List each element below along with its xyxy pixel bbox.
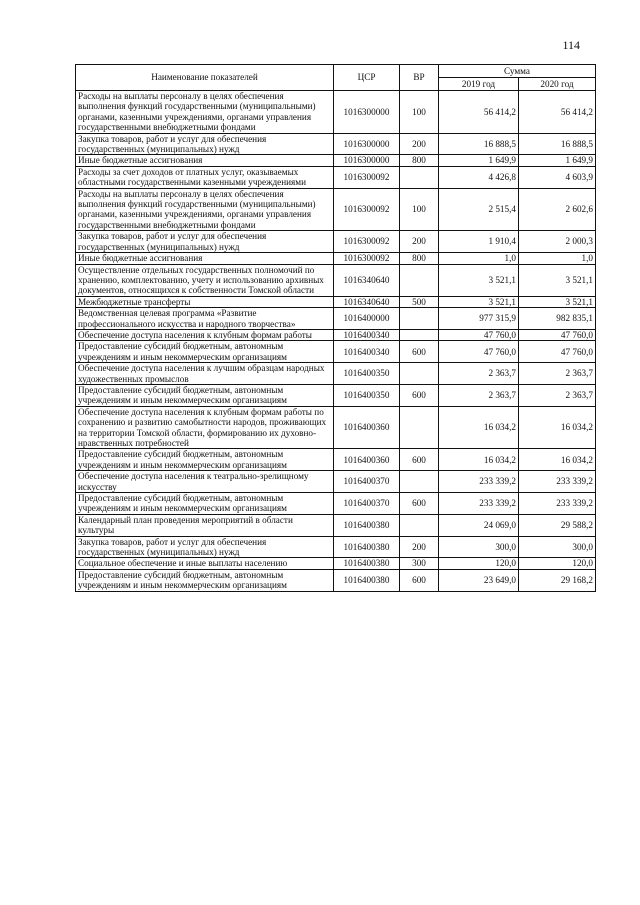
table-row — [76, 253, 596, 264]
cell-name: Иные бюджетные ассигнования — [76, 253, 334, 264]
cell-name: Обеспечение доступа населения к клубным формам работы — [76, 329, 334, 340]
table-row — [76, 296, 596, 307]
cell-sum-2019: 4 426,8 — [439, 166, 519, 188]
table-row — [76, 569, 596, 591]
cell-sum-2020: 16 034,2 — [519, 449, 596, 471]
cell-sum-2019: 3 521,1 — [439, 296, 519, 307]
table-row — [76, 308, 596, 330]
cell-csr: 1016300092 — [334, 253, 400, 264]
cell-csr: 1016400380 — [334, 514, 400, 536]
table-row — [76, 449, 596, 471]
cell-name: Закупка товаров, работ и услуг для обеспечения государственных (муниципальных) нужд — [76, 231, 334, 253]
cell-name: Предоставление субсидий бюджетным, автономным учреждениям и иным некоммерческим организациям — [76, 341, 334, 363]
cell-vr: 300 — [400, 558, 439, 569]
cell-name: Предоставление субсидий бюджетным, автономным учреждениям и иным некоммерческим организациям — [76, 493, 334, 515]
cell-vr — [400, 514, 439, 536]
cell-csr: 1016400380 — [334, 536, 400, 558]
cell-name: Расходы на выплаты персоналу в целях обеспечения выполнения функций государственными (муниципальными) органами, казенными учреждениями, органами управления государственными внебюджетными фондами — [76, 188, 334, 231]
cell-csr: 1016400370 — [334, 493, 400, 515]
cell-sum-2019: 16 888,5 — [439, 133, 519, 155]
cell-sum-2020: 16 888,5 — [519, 133, 596, 155]
cell-name: Расходы за счет доходов от платных услуг, оказываемых областными государственными казенными учреждениями — [76, 166, 334, 188]
cell-vr: 200 — [400, 133, 439, 155]
cell-sum-2020: 47 760,0 — [519, 341, 596, 363]
cell-csr: 1016400380 — [334, 558, 400, 569]
cell-sum-2020: 1,0 — [519, 253, 596, 264]
cell-vr: 600 — [400, 569, 439, 591]
cell-vr: 600 — [400, 493, 439, 515]
cell-name: Осуществление отдельных государственных полномочий по хранению, комплектованию, учету и использованию архивных документов, относящихся к собственности Томской области — [76, 264, 334, 296]
cell-csr: 1016400000 — [334, 308, 400, 330]
table-row — [76, 536, 596, 558]
budget-table — [75, 64, 596, 592]
cell-csr: 1016400340 — [334, 329, 400, 340]
cell-name: Межбюджетные трансферты — [76, 296, 334, 307]
cell-sum-2019: 120,0 — [439, 558, 519, 569]
cell-sum-2019: 1 910,4 — [439, 231, 519, 253]
cell-sum-2020: 300,0 — [519, 536, 596, 558]
cell-csr: 1016300092 — [334, 166, 400, 188]
cell-sum-2019: 24 069,0 — [439, 514, 519, 536]
cell-sum-2020: 4 603,9 — [519, 166, 596, 188]
header-csr: ЦСР — [334, 65, 400, 91]
cell-vr — [400, 363, 439, 385]
header-vr: ВР — [400, 65, 439, 91]
cell-name: Предоставление субсидий бюджетным, автономным учреждениям и иным некоммерческим организациям — [76, 384, 334, 406]
cell-csr: 1016400340 — [334, 341, 400, 363]
cell-vr: 200 — [400, 231, 439, 253]
cell-sum-2020: 1 649,9 — [519, 155, 596, 166]
cell-sum-2019: 23 649,0 — [439, 569, 519, 591]
table-row — [76, 493, 596, 515]
cell-sum-2020: 29 168,2 — [519, 569, 596, 591]
header-year-2019: 2019 год — [439, 78, 519, 91]
cell-vr: 100 — [400, 188, 439, 231]
cell-vr — [400, 329, 439, 340]
cell-vr — [400, 166, 439, 188]
cell-csr: 1016340640 — [334, 264, 400, 296]
cell-name: Обеспечение доступа населения к театрально-зрелищному искусству — [76, 471, 334, 493]
table-row — [76, 363, 596, 385]
table-row — [76, 341, 596, 363]
cell-sum-2020: 3 521,1 — [519, 296, 596, 307]
header-row — [76, 65, 596, 78]
cell-csr: 1016300000 — [334, 155, 400, 166]
cell-csr: 1016300000 — [334, 91, 400, 134]
table-row — [76, 264, 596, 296]
cell-name: Обеспечение доступа населения к лучшим образцам народных художественных промыслов — [76, 363, 334, 385]
cell-sum-2019: 47 760,0 — [439, 341, 519, 363]
cell-vr: 100 — [400, 91, 439, 134]
cell-vr: 500 — [400, 296, 439, 307]
cell-name: Закупка товаров, работ и услуг для обеспечения государственных (муниципальных) нужд — [76, 536, 334, 558]
cell-name: Иные бюджетные ассигнования — [76, 155, 334, 166]
page-number: 114 — [562, 38, 580, 52]
cell-vr: 200 — [400, 536, 439, 558]
cell-sum-2020: 120,0 — [519, 558, 596, 569]
table-row — [76, 471, 596, 493]
cell-vr: 600 — [400, 449, 439, 471]
cell-sum-2019: 16 034,2 — [439, 406, 519, 449]
table-row — [76, 155, 596, 166]
cell-name: Обеспечение доступа населения к клубным формам работы по сохранению и развитию самобытности народов, проживающих на территории Томской области, формированию их духовно-нравственных потребностей — [76, 406, 334, 449]
cell-sum-2019: 16 034,2 — [439, 449, 519, 471]
cell-vr: 600 — [400, 341, 439, 363]
table-row — [76, 91, 596, 134]
cell-vr — [400, 406, 439, 449]
table-row — [76, 384, 596, 406]
cell-vr — [400, 264, 439, 296]
table-row — [76, 133, 596, 155]
cell-vr: 600 — [400, 384, 439, 406]
table-row — [76, 514, 596, 536]
cell-sum-2019: 2 363,7 — [439, 384, 519, 406]
cell-sum-2020: 47 760,0 — [519, 329, 596, 340]
cell-sum-2019: 300,0 — [439, 536, 519, 558]
cell-sum-2019: 233 339,2 — [439, 471, 519, 493]
cell-vr — [400, 471, 439, 493]
cell-sum-2019: 1 649,9 — [439, 155, 519, 166]
cell-vr — [400, 308, 439, 330]
cell-csr: 1016300000 — [334, 133, 400, 155]
table-row — [76, 558, 596, 569]
cell-name: Предоставление субсидий бюджетным, автономным учреждениям и иным некоммерческим организациям — [76, 449, 334, 471]
cell-csr: 1016400370 — [334, 471, 400, 493]
cell-sum-2019: 56 414,2 — [439, 91, 519, 134]
cell-sum-2020: 3 521,1 — [519, 264, 596, 296]
cell-sum-2019: 1,0 — [439, 253, 519, 264]
cell-sum-2019: 977 315,9 — [439, 308, 519, 330]
cell-sum-2020: 982 835,1 — [519, 308, 596, 330]
table-row — [76, 329, 596, 340]
cell-sum-2020: 2 602,6 — [519, 188, 596, 231]
cell-sum-2019: 47 760,0 — [439, 329, 519, 340]
cell-sum-2020: 16 034,2 — [519, 406, 596, 449]
header-sum: Сумма — [439, 65, 596, 78]
cell-sum-2020: 56 414,2 — [519, 91, 596, 134]
cell-csr: 1016300092 — [334, 188, 400, 231]
cell-sum-2020: 233 339,2 — [519, 493, 596, 515]
cell-csr: 1016300092 — [334, 231, 400, 253]
cell-csr: 1016340640 — [334, 296, 400, 307]
cell-sum-2020: 2 363,7 — [519, 384, 596, 406]
table-row — [76, 406, 596, 449]
header-year-2020: 2020 год — [519, 78, 596, 91]
cell-csr: 1016400380 — [334, 569, 400, 591]
table-row — [76, 166, 596, 188]
cell-csr: 1016400350 — [334, 384, 400, 406]
table-row — [76, 188, 596, 231]
cell-name: Социальное обеспечение и иные выплаты населению — [76, 558, 334, 569]
cell-sum-2020: 29 588,2 — [519, 514, 596, 536]
cell-name: Предоставление субсидий бюджетным, автономным учреждениям и иным некоммерческим организациям — [76, 569, 334, 591]
cell-vr: 800 — [400, 253, 439, 264]
cell-sum-2020: 233 339,2 — [519, 471, 596, 493]
table-row — [76, 231, 596, 253]
cell-name: Ведомственная целевая программа «Развитие профессионального искусства и народного творчества» — [76, 308, 334, 330]
cell-sum-2019: 2 515,4 — [439, 188, 519, 231]
cell-name: Календарный план проведения мероприятий в области культуры — [76, 514, 334, 536]
cell-sum-2019: 3 521,1 — [439, 264, 519, 296]
cell-csr: 1016400360 — [334, 449, 400, 471]
cell-name: Расходы на выплаты персоналу в целях обеспечения выполнения функций государственными (муниципальными) органами, казенными учреждениями, органами управления государственными внебюджетными фондами — [76, 91, 334, 134]
cell-sum-2019: 2 363,7 — [439, 363, 519, 385]
cell-sum-2020: 2 363,7 — [519, 363, 596, 385]
header-name: Наименование показателей — [76, 65, 334, 91]
cell-vr: 800 — [400, 155, 439, 166]
cell-name: Закупка товаров, работ и услуг для обеспечения государственных (муниципальных) нужд — [76, 133, 334, 155]
table-body — [76, 91, 596, 592]
cell-csr: 1016400360 — [334, 406, 400, 449]
cell-sum-2019: 233 339,2 — [439, 493, 519, 515]
cell-csr: 1016400350 — [334, 363, 400, 385]
cell-sum-2020: 2 000,3 — [519, 231, 596, 253]
